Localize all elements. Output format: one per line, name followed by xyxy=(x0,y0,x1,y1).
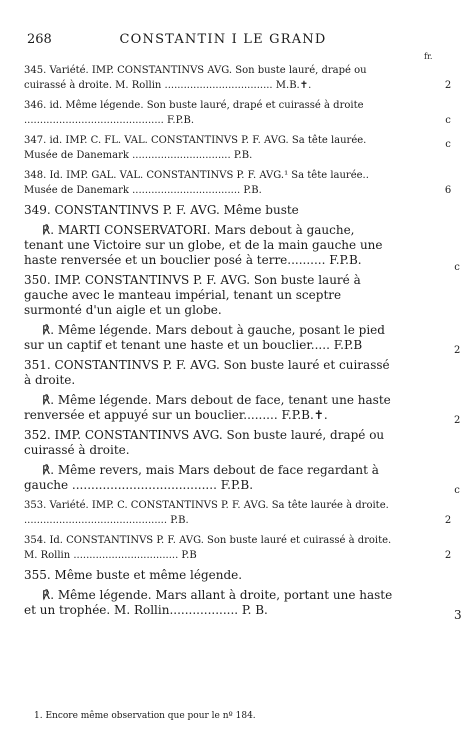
entry-text: ℟. Même revers, mais Mars debout de face regardant à gauche ...................................... F.P.B. xyxy=(24,463,379,492)
entry-348 xyxy=(24,168,452,198)
entry-353 xyxy=(24,498,452,528)
entry-351-reverse xyxy=(24,393,461,426)
entry-349 xyxy=(24,203,395,218)
entry-352 xyxy=(24,428,395,458)
entry-351 xyxy=(24,358,395,388)
entry-347 xyxy=(24,133,451,163)
entry-text: ℟. Même légende. Mars debout de face, tenant une haste renversée et appuyé sur un bouclier......... F.P.B.✝. xyxy=(24,393,391,422)
entry-text: 346. id. Même légende. Son buste lauré, drapé et cuirassé à droite ............................................ F.P.B. xyxy=(24,100,364,126)
entry-text: ℟. MARTI CONSERVATORI. Mars debout à gauche, tenant une Victoire sur un globe, et de la main gauche une haste renversée et un bouclier posé à terre.......... F.P.B. xyxy=(24,223,383,267)
entry-price: 6 xyxy=(444,185,452,196)
entry-text: 351. CONSTANTINVS P. F. AVG. Son buste lauré et cuirassé à droite. xyxy=(24,358,390,387)
entry-345 xyxy=(24,63,452,93)
entry-price: c xyxy=(445,115,451,126)
page-title: CONSTANTIN I LE GRAND xyxy=(119,32,327,47)
column-head-francs: fr. xyxy=(424,52,433,61)
entry-text: 345. Variété. IMP. CONSTANTINVS AVG. Son buste lauré, drapé ou cuirassé à droite. M. Rollin .................................. M.B.✝. xyxy=(24,65,367,91)
entry-text: 349. CONSTANTINVS P. F. AVG. Même buste xyxy=(24,203,299,217)
entry-352-reverse xyxy=(24,463,460,496)
catalogue-entries xyxy=(0,63,462,623)
entry-350 xyxy=(24,273,395,318)
entry-price: c xyxy=(454,485,460,496)
entry-text: 348. Id. IMP. GAL. VAL. CONSTANTINVS P. F. AVG.¹ Sa tête laurée.. Musée de Danemark .................................. P.B. xyxy=(24,170,369,196)
entry-text: 352. IMP. CONSTANTINVS AVG. Son buste lauré, drapé ou cuirassé à droite. xyxy=(24,428,385,457)
entry-text: 350. IMP. CONSTANTINVS P. F. AVG. Son buste lauré à gauche avec le manteau impérial, tenant un sceptre surmonté d'un aigle et un globe. xyxy=(24,273,361,317)
entry-text: 353. Variété. IMP. C. CONSTANTINVS P. F. AVG. Sa tête laurée à droite. ............................................. P.B. xyxy=(24,500,389,526)
entry-text: ℟. Même légende. Mars allant à droite, portant une haste et un trophée. M. Rollin.................. P. B. xyxy=(24,588,393,617)
entry-price: c xyxy=(445,139,451,150)
entry-text: 347. id. IMP. C. FL. VAL. CONSTANTINVS P. F. AVG. Sa tête laurée. Musée de Danemark ............................... P.B. xyxy=(24,135,367,161)
entry-text: 354. Id. CONSTANTINVS P. F. AVG. Son buste lauré et cuirassé à droite. M. Rollin ................................. P.B xyxy=(24,535,392,561)
entry-text: 355. Même buste et même légende. xyxy=(24,568,243,582)
entry-text: ℟. Même légende. Mars debout à gauche, posant le pied sur un captif et tenant une haste et un bouclier..... F.P.B xyxy=(24,323,385,352)
entry-355 xyxy=(24,568,395,583)
entry-price: 3 xyxy=(454,608,462,622)
entry-346 xyxy=(24,98,451,128)
entry-price: 2 xyxy=(444,550,452,561)
entry-price: 2 xyxy=(454,345,461,356)
entry-349-reverse xyxy=(24,223,460,273)
entry-price: c xyxy=(454,262,460,273)
entry-price: 2 xyxy=(454,415,461,426)
entry-354 xyxy=(24,533,452,563)
footnote: 1. Encore même observation que pour le nº 184. xyxy=(34,711,256,721)
page-number: 268 xyxy=(27,32,52,47)
entry-350-reverse xyxy=(24,323,461,356)
entry-price: 2 xyxy=(444,80,452,91)
page-header xyxy=(0,32,446,52)
entry-price: 2 xyxy=(444,515,452,526)
entry-355-reverse xyxy=(24,588,462,622)
